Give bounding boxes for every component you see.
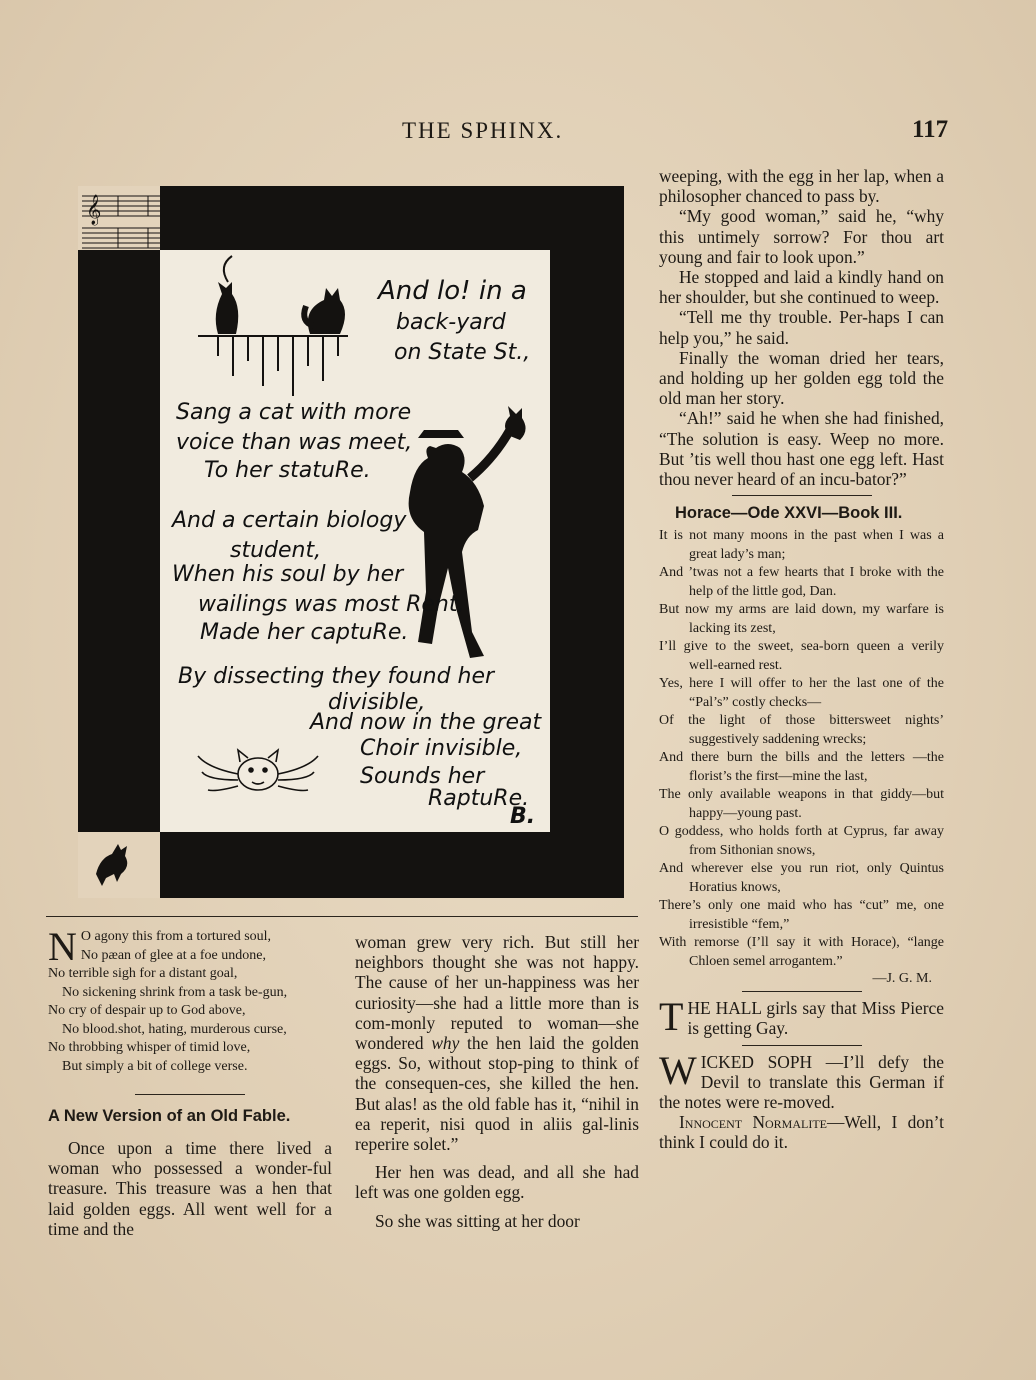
verse-line: But simply a bit of college verse. bbox=[62, 1058, 248, 1074]
verse-line: The only available weapons in that giddy—but happy—young past. bbox=[659, 787, 944, 821]
poem-line: And a certain biology bbox=[172, 508, 407, 533]
fable-paragraph: He stopped and laid a kindly hand on her shoulder, but she continued to weep. bbox=[659, 267, 944, 308]
horace-heading: Horace—Ode XXVI—Book III. bbox=[675, 504, 903, 523]
fable-paragraph: woman grew very rich. But still her neighbors thought she was not happy. The cause of her un-happiness was her curiosity—she had a little more than is com-monly reputed to woman—she wondered why the hen laid the golden eggs. So, without stop-ping to think of the consequen-ces, she killed the hen. But alas! as the old fable has it, “nihil in ea reperit, nisi quod in aliis gal-linis reperire solet.” bbox=[355, 932, 640, 1155]
short-rule bbox=[742, 991, 862, 992]
fable-paragraph: “Tell me thy trouble. Per-haps I can help you,” he said. bbox=[659, 307, 944, 348]
poem-line: RaptuRe. bbox=[428, 786, 530, 811]
fable-paragraph: Once upon a time there lived a woman who possessed a wonder-ful treasure. This treasure was a hen that laid golden eggs. All went well for a time and the bbox=[48, 1138, 332, 1239]
cat-poem-illustration bbox=[78, 186, 624, 898]
short-rule bbox=[732, 495, 872, 496]
page-header-title: THE SPHINX. bbox=[402, 118, 564, 143]
verse-line: With remorse (I’ll say it with Horace), “lange Chloen semel arrogantem.” bbox=[659, 935, 944, 969]
column-left bbox=[48, 924, 332, 1239]
poem-line: back-yard bbox=[396, 310, 506, 335]
fable-heading: A New Version of an Old Fable. bbox=[48, 1107, 291, 1125]
illustration-monogram: B. bbox=[510, 804, 536, 829]
short-rule bbox=[742, 1045, 862, 1046]
poem-line: divisible, bbox=[328, 690, 426, 715]
poem-line: on State St., bbox=[394, 340, 531, 365]
verse-line: I’ll give to the sweet, sea-born queen a verily well-earned rest. bbox=[659, 639, 944, 673]
verse-line: It is not many moons in the past when I was a great lady’s man; bbox=[659, 528, 944, 562]
fable-paragraph: weeping, with the egg in her lap, when a philosopher chanced to pass by. bbox=[659, 166, 944, 207]
horace-poem bbox=[659, 527, 944, 987]
verse-line: But now my arms are laid down, my warfare is lacking its zest, bbox=[659, 602, 944, 636]
poem-line: Sounds her bbox=[360, 764, 485, 789]
short-rule bbox=[135, 1094, 245, 1095]
poem-line: And lo! in a bbox=[378, 276, 527, 306]
verse-line: No pæan of glee at a foe undone, bbox=[80, 947, 266, 963]
poem-line: Sang a cat with more bbox=[176, 400, 412, 425]
fable-paragraph: Finally the woman dried her tears, and holding up her golden egg told the old man her story. bbox=[659, 347, 944, 409]
verse-line: No sickening shrink from a task be-gun, bbox=[62, 984, 288, 1000]
poem-line: To her statuRe. bbox=[204, 458, 371, 483]
poem-signature: —J. G. M. bbox=[872, 971, 932, 987]
hall-note: THE HALL girls say that Miss Pierce is getting Gay. bbox=[659, 994, 944, 1040]
poem-line: student, bbox=[230, 538, 322, 563]
fable-paragraph: So she was sitting at her door bbox=[375, 1210, 580, 1231]
verse-line: N O agony this from a tortured soul, bbox=[48, 924, 272, 969]
fable-paragraph: “Ah!” said he when she had finished, “The solution is easy. Weep no more. But ’tis well thou hast one egg left. Hast thou never heard of an incu-bator?” bbox=[659, 408, 944, 490]
soph-note: WICKED SOPH —I’ll defy the Devil to translate this German if the notes were re-moved. bbox=[659, 1047, 944, 1113]
section-divider bbox=[46, 916, 638, 917]
verse-line: No cry of despair up to God above, bbox=[48, 1003, 246, 1018]
normalite-note: Innocent Normalite—Well, I don’t think I could do it. bbox=[659, 1112, 944, 1153]
drop-cap: W bbox=[659, 1047, 697, 1093]
drop-cap: N bbox=[48, 924, 77, 969]
verse-line: No throbbing whisper of timid love, bbox=[48, 1040, 251, 1055]
poem-line: By dissecting they found her bbox=[178, 664, 495, 689]
poem-line: When his soul by her bbox=[172, 562, 404, 587]
column-right bbox=[659, 166, 944, 1153]
poem-line: wailings was most Rent, bbox=[198, 592, 465, 617]
page-number: 117 bbox=[912, 116, 949, 143]
fable-paragraph: Her hen was dead, and all she had left was one golden egg. bbox=[355, 1162, 639, 1203]
column-middle bbox=[355, 932, 639, 1231]
verse-line: O goddess, who holds forth at Cyprus, far away from Sithonian snows, bbox=[659, 824, 944, 858]
verse-line: Yes, here I will offer to her the last one of the “Pal’s” costly checks— bbox=[659, 676, 944, 710]
verse-line: There’s only one maid who has “cut” me, one irresistible “fem,” bbox=[659, 898, 944, 932]
illustration-frame bbox=[78, 186, 624, 898]
poem-line: And now in the great bbox=[310, 710, 542, 735]
verse-line: No terrible sigh for a distant goal, bbox=[48, 966, 238, 981]
poem-line: Choir invisible, bbox=[360, 736, 523, 761]
drop-cap: T bbox=[659, 994, 684, 1040]
verse-line: And wherever else you run riot, only Quintus Horatius knows, bbox=[659, 861, 944, 895]
verse-line: Of the light of those bittersweet nights’ suggestively saddening wrecks; bbox=[659, 713, 944, 747]
fable-paragraph: “My good woman,” said he, “why this untimely sorrow? For thou art young and fair to look upon.” bbox=[659, 206, 944, 267]
verse-line: No blood.shot, hating, murderous curse, bbox=[62, 1021, 287, 1037]
poem-line: Made her captuRe. bbox=[200, 620, 409, 645]
verse-line: And there burn the bills and the letters —the florist’s the first—mine the last, bbox=[659, 750, 944, 784]
poem-line: voice than was meet, bbox=[176, 430, 413, 455]
svg-text:𝄞: 𝄞 bbox=[86, 195, 102, 225]
verse-line: And ’twas not a few hearts that I broke with the help of the little god, Dan. bbox=[659, 565, 944, 599]
